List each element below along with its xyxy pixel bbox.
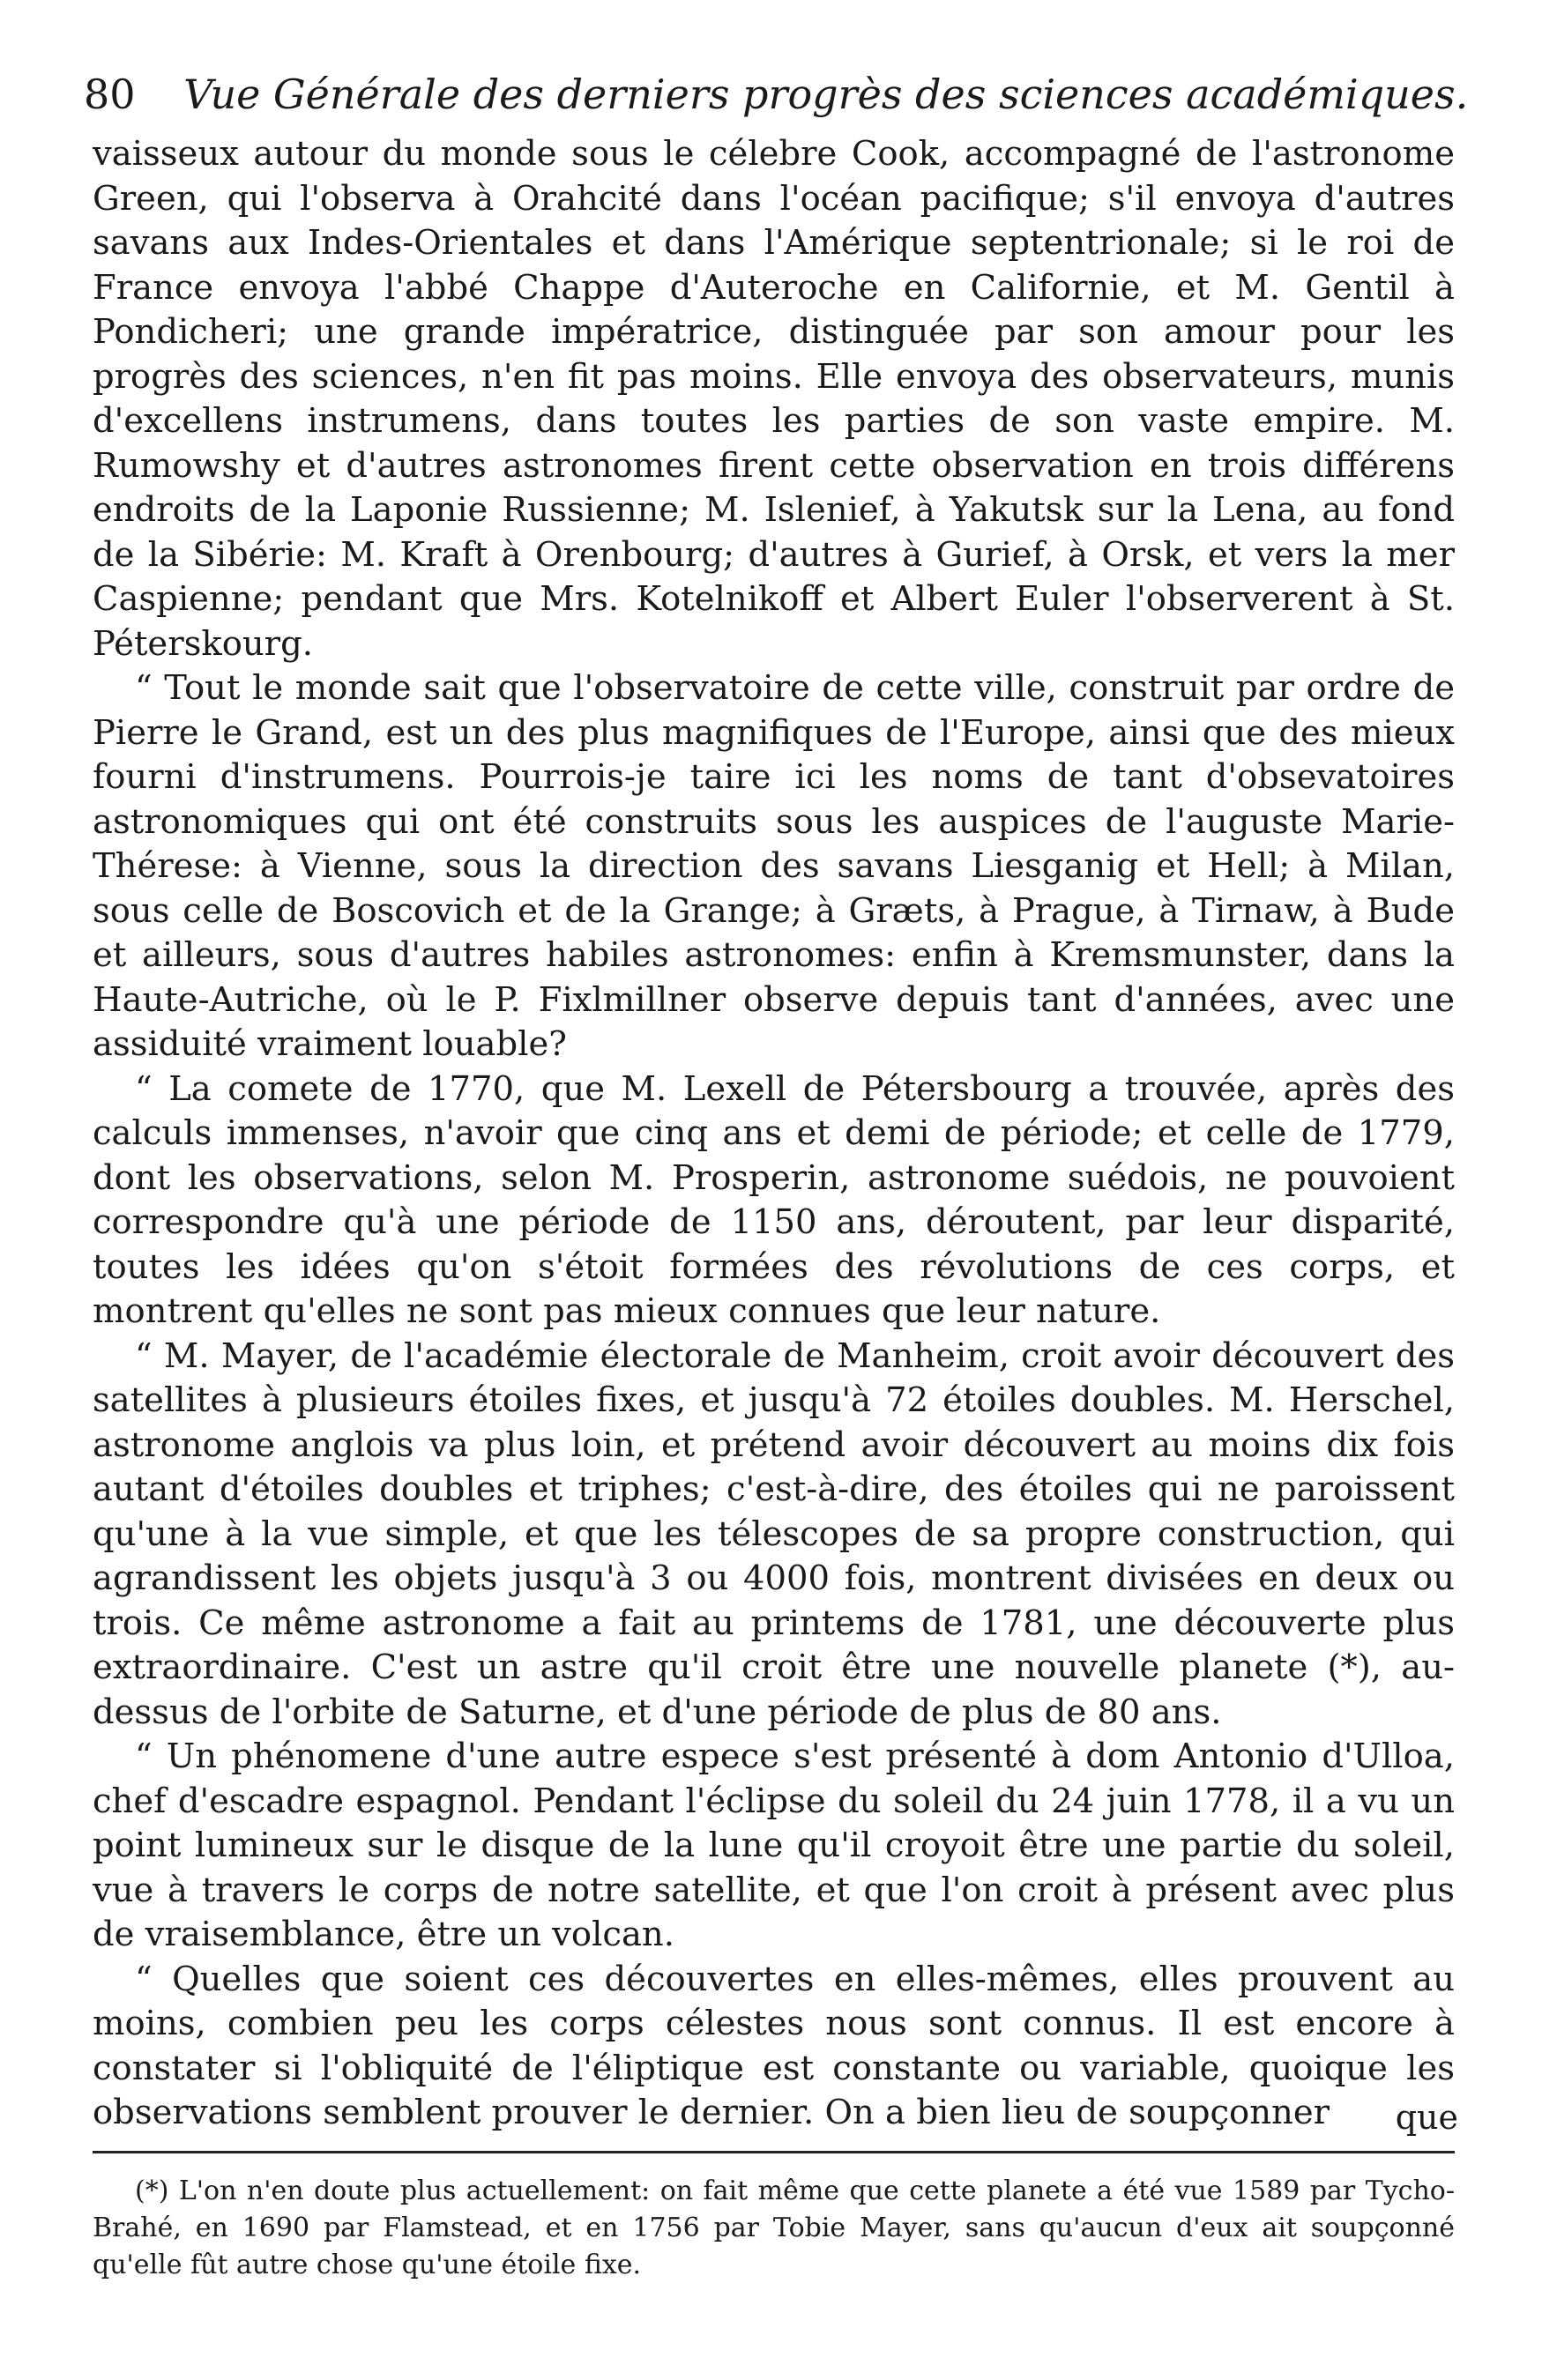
footnote-divider bbox=[93, 2151, 1455, 2153]
page-number: 80 bbox=[84, 71, 136, 118]
paragraph: “ Quelles que soient ces découvertes en elles-mêmes, elles prouvent au moins, combien peu les corps célestes nous sont connus. Il est encore à constater si l'obliquité de l'éliptique est constante ou variable, quoique les observations semblent prouver le dernier. On a bien lieu de soupçonner bbox=[93, 1959, 1455, 2132]
paragraph: “ Un phénomene d'une autre espece s'est présenté à dom Antonio d'Ulloa, chef d'escadre espagnol. Pendant l'éclipse du soleil du 24 juin 1778, il a vu un point lumineux sur le disque de la lune qu'il croyoit être une partie du soleil, vue à travers le corps de notre satellite, et que l'on croit à présent avec plus de vraisemblance, être un volcan. bbox=[93, 1737, 1455, 1954]
paragraph: “ Tout le monde sait que l'observatoire de cette ville, construit par ordre de Pierre le Grand, est un des plus magnifiques de l'Europe, ainsi que des mieux fourni d'instrumens. Pourrois-je taire ici les noms de tant d'obsevatoires astronomiques qui ont été construits sous les auspices de l'auguste Marie-Thérese: à Vienne, sous la direction des savans Liesganig et Hell; à Milan, sous celle de Boscovich et de la Grange; à Græts, à Prague, à Tirnaw, à Bude et ailleurs, sous d'autres habiles astronomes: enfin à Kremsmunster, dans la Haute-Autriche, où le P. Fixlmillner observe depuis tant d'années, avec une assiduité vraiment louable? bbox=[93, 668, 1455, 1064]
body-text bbox=[93, 132, 1455, 2136]
running-title: Vue Générale des derniers progrès des sciences académiques. bbox=[183, 71, 1469, 118]
paragraph: “ M. Mayer, de l'académie électorale de Manheim, croit avoir découvert des satellites à plusieurs étoiles fixes, et jusqu'à 72 étoiles doubles. M. Herschel, astronome anglois va plus loin, et prétend avoir découvert au moins dix fois autant d'étoiles doubles et triphes; c'est-à-dire, des étoiles qui ne paroissent qu'une à la vue simple, et que les télescopes de sa propre construction, qui agrandissent les objets jusqu'à 3 ou 4000 fois, montrent divisées en deux ou trois. Ce même astronome a fait au printems de 1781, une découverte plus extraordinaire. C'est un astre qu'il croit être une nouvelle planete (*), au-dessus de l'orbite de Saturne, et d'une période de plus de 80 ans. bbox=[93, 1335, 1455, 1732]
footnote bbox=[93, 2173, 1455, 2284]
page-header bbox=[84, 63, 1469, 125]
footnote-text: (*) L'on n'en doute plus actuellement: on fait même que cette planete a été vue 1589 par Tycho-Brahé, en 1690 par Flamstead, et en 1756 par Tobie Mayer, sans qu'aucun d'eux ait soupçonné qu'elle fût autre chose qu'une étoile fixe. bbox=[93, 2175, 1455, 2280]
paragraph: vaisseux autour du monde sous le célebre Cook, accompagné de l'astronome Green, qui l'observa à Orahcité dans l'océan pacifique; s'il envoya d'autres savans aux Indes-Orientales et dans l'Amérique septentrionale; si le roi de France envoya l'abbé Chappe d'Auteroche en Californie, et M. Gentil à Pondicheri; une grande impératrice, distinguée par son amour pour les progrès des sciences, n'en fit pas moins. Elle envoya des observateurs, munis d'excellens instrumens, dans toutes les parties de son vaste empire. M. Rumowshy et d'autres astronomes firent cette observation en trois différens endroits de la Laponie Russienne; M. Islenief, à Yakutsk sur la Lena, au fond de la Sibérie: M. Kraft à Orenbourg; d'autres à Gurief, à Orsk, et vers la mer Caspienne; pendant que Mrs. Kotelnikoff et Albert Euler l'observerent à St. Péterskourg. bbox=[93, 134, 1455, 664]
paragraph: “ La comete de 1770, que M. Lexell de Pétersbourg a trouvée, après des calculs immenses, n'avoir que cinq ans et demi de période; et celle de 1779, dont les observations, selon M. Prosperin, astronome suédois, ne pouvoient correspondre qu'à une période de 1150 ans, déroutent, par leur disparité, toutes les idées qu'on s'étoit formées des révolutions de ces corps, et montrent qu'elles ne sont pas mieux connues que leur nature. bbox=[93, 1068, 1455, 1331]
catchword: que bbox=[1395, 2098, 1458, 2137]
